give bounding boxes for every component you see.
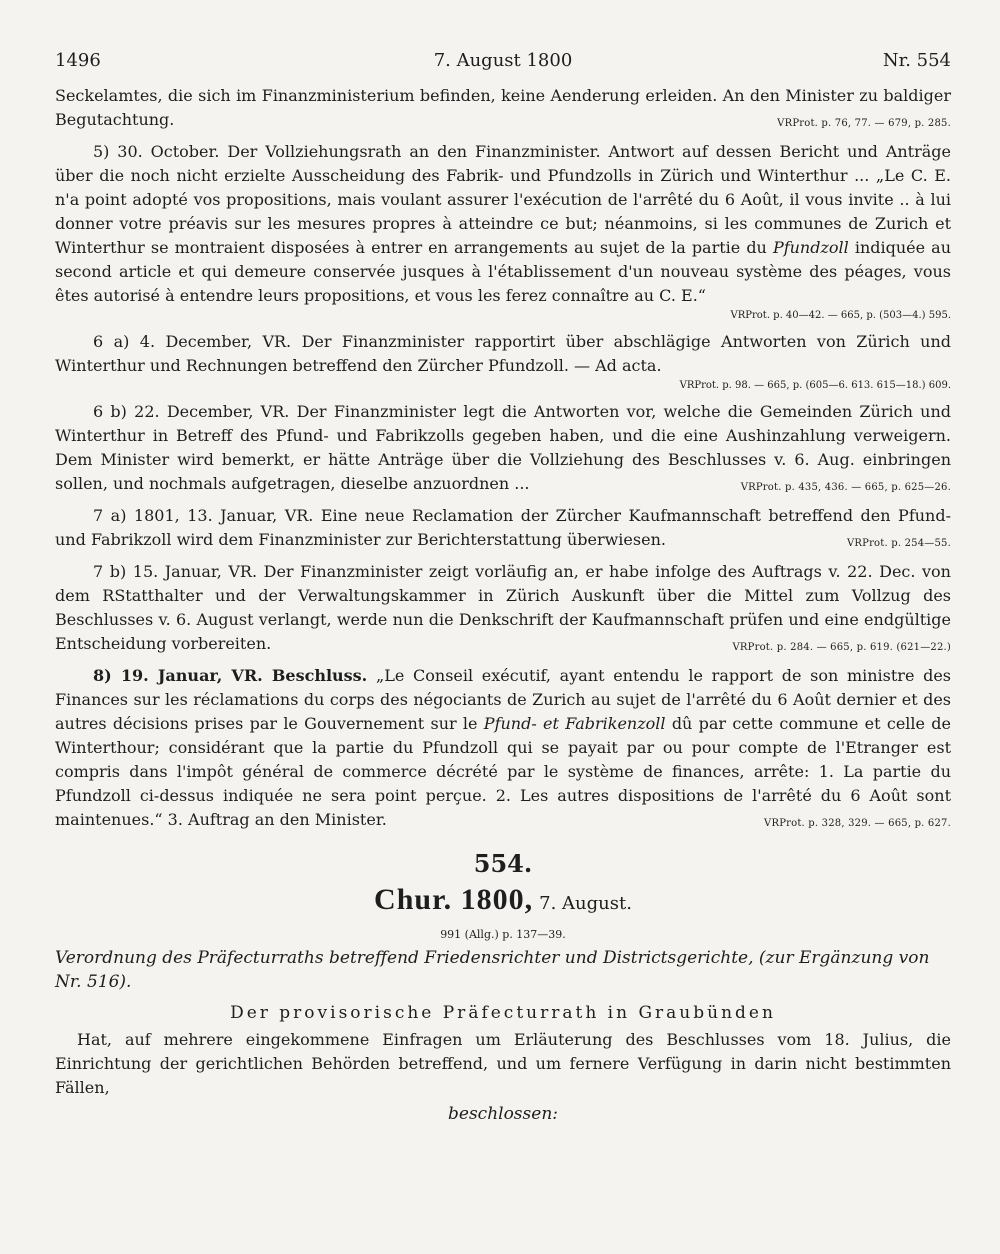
intro-ref: VRProt. p. 76, 77. — 679, p. 285.: [777, 118, 951, 129]
entry-8: [55, 664, 951, 832]
document-place: Chur. 1800,: [374, 883, 534, 916]
document-closing: beschlossen:: [448, 1104, 558, 1124]
entry-label: 7 b) 15. Januar, VR.: [93, 562, 258, 581]
entry-label: 8) 19. Januar, VR. Beschluss.: [93, 666, 368, 685]
entry-label: 5) 30. October.: [93, 142, 220, 161]
entry-label: 6 b) 22. December, VR.: [93, 402, 290, 421]
entry-text: Der Finanzminister zeigt vorläufig an, er habe infolge des Auftrags v. 22. Dec. von dem RStatthalter und der Verwaltungskammer in Zürich Auskunft über die Mittel zum Vollzug des Beschlusses v. 6. August verlangt, werde nun die Denkschrift der Kaufmannschaft prüfen und eine endgültige Entscheidung vorbereiten.: [55, 562, 951, 653]
entry-text: Der Finanzminister legt die Antworten vor, welche die Gemeinden Zürich und Winterthur in Betreff des Pfund- und Fabrikzolls gegeben haben, und die eine Aushinzahlung verweigern. Dem Minister wird bemerkt, er hätte Anträge über die Vollziehung des Beschlusses v. 6. Aug. einbringen sollen, und nochmals aufgetragen, dieselbe anzuordnen ...: [55, 402, 951, 493]
entry-text: „Le Conseil exécutif, ayant entendu le rapport de son ministre des Finances sur les réclamations du corps des négociants de Zurich au sujet de l'arrêté du 6 Août dernier et des autres décisions prises par le Gouvernement sur le: [55, 666, 952, 733]
entry-6b: [55, 400, 951, 496]
entry-6a: [55, 330, 951, 378]
entry-emphasis: Pfund- et Fabrikenzoll: [483, 714, 666, 733]
document-issuer: Der provisorische Präfecturrath in Graubünden: [230, 1003, 776, 1023]
document-number: 554.: [473, 849, 533, 878]
entry-emphasis: Pfundzoll: [772, 238, 849, 257]
document-body: Hat, auf mehrere eingekommene Einfragen um Erläuterung des Beschlusses vom 18. Julius, die Einrichtung der gerichtlichen Behörden betreffend, und um fernere Verfügung in darin nicht bestimmten Fällen,: [55, 1030, 951, 1097]
running-header: [55, 50, 951, 78]
document-title: Verordnung des Präfecturraths betreffend Friedensrichter und Districtsgerichte, (zur Ergänzung von Nr. 516).: [55, 948, 930, 992]
document-page: [55, 50, 951, 1128]
entry-text-after: indiquée au second article et qui demeure conservée jusques à l'établissement d'un nouveau système des péages, vous êtes autorisé à entendre leurs propositions, et vous les ferez connaître au C. E.“: [55, 238, 952, 305]
page-number: 1496: [55, 50, 101, 71]
document-date: 7. August.: [539, 893, 632, 914]
entry-text-after: dû par cette commune et celle de Winterthour; considérant que la partie du Pfundzoll qui se payait par ou pour compte de l'Etranger est compris dans l'impôt général de commerce décrété par le système de finances, arrête: 1. La partie du Pfundzoll ci-dessus indiquée ne sera point perçue. 2. Les autres dispositions de l'arrêté du 6 Août sont maintenues.“ 3. Auftrag an den Minister.: [55, 714, 951, 829]
entry-label: 7 a) 1801, 13. Januar, VR.: [93, 506, 314, 525]
entry-ref: VRProt. p. 435, 436. — 665, p. 625—26.: [740, 482, 951, 493]
entry-ref: VRProt. p. 328, 329. — 665, p. 627.: [764, 818, 951, 829]
intro-text: Seckelamtes, die sich im Finanzministerium befinden, keine Aenderung erleiden. An den Minister zu baldiger Begutachtung.: [55, 86, 951, 129]
entry-ref: VRProt. p. 40—42. — 665, p. (503—4.) 595.: [730, 310, 951, 321]
entry-7b: [55, 560, 951, 656]
intro-paragraph: [55, 84, 951, 132]
entry-text: Der Finanzminister rapportirt über abschlägige Antworten von Zürich und Winterthur und Rechnungen betreffend den Zürcher Pfundzoll. — Ad acta.: [55, 332, 952, 375]
entry-text: Eine neue Reclamation der Zürcher Kaufmannschaft betreffend den Pfund- und Fabrikzoll wird dem Finanzminister zur Berichterstattung überwiesen.: [55, 506, 951, 549]
entry-ref: VRProt. p. 284. — 665, p. 619. (621—22.): [732, 642, 951, 653]
document-place-date: [55, 880, 951, 924]
document-source: 991 (Allg.) p. 137—39.: [440, 928, 566, 941]
entry-text: Der Vollziehungsrath an den Finanzminister. Antwort auf dessen Bericht und Anträge über die noch nicht erzielte Ausscheidung des Fabrik- und Pfundzolls in Zürich und Winterthur ... „Le C. E. n'a point adopté vos propositions, mais voulant assurer l'exécution de l'arrêté du 6 Août, il vous invite .. à lui donner votre préavis sur les mesures propres à atteindre ce but; néanmoins, si les communes de Zurich et Winterthur se montraient disposées à entrer en arrangements au sujet de la partie du: [55, 142, 952, 257]
entry-5: [55, 140, 951, 308]
header-date: 7. August 1800: [433, 50, 573, 71]
entry-ref: VRProt. p. 254—55.: [846, 538, 951, 549]
entry-label: 6 a) 4. December, VR.: [93, 332, 292, 351]
entry-7a: [55, 504, 951, 552]
entry-ref: VRProt. p. 98. — 665, p. (605—6. 613. 615—18.) 609.: [679, 380, 951, 391]
header-doc-number: Nr. 554: [882, 50, 951, 71]
